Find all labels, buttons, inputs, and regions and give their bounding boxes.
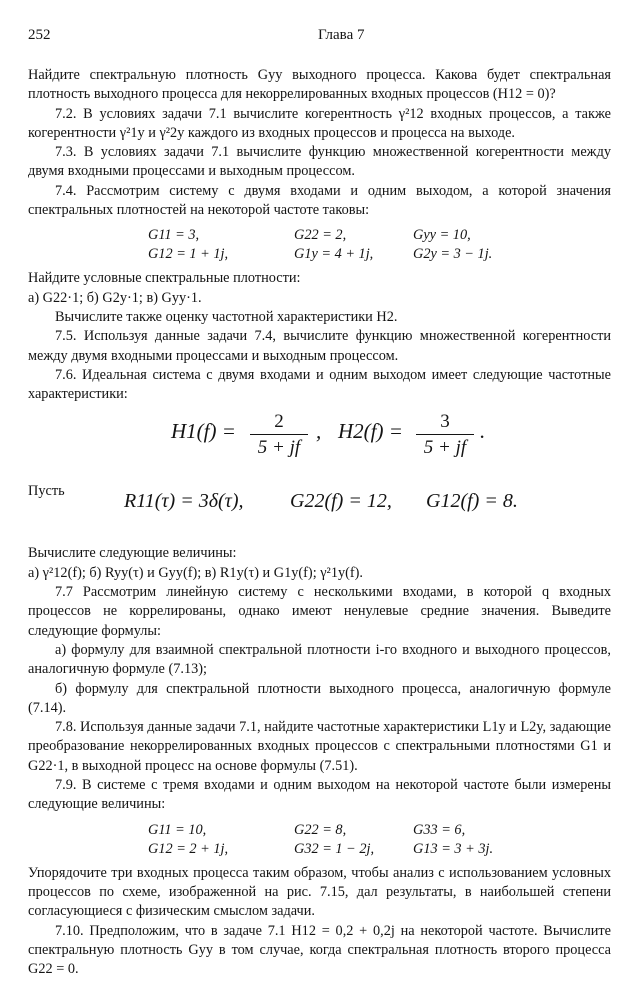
equation-block-7-6 (28, 410, 611, 476)
eq-g22-f: G22(f) = 12, (290, 490, 392, 513)
eq-h2-numerator: 3 (440, 411, 450, 433)
problem-7-6: 7.6. Идеальная система с двумя входами и одним выходом имеет следующие частотные характеристики: (28, 366, 611, 403)
eq-h2-label: H2(f) = (338, 419, 403, 444)
eq-g13: G13 = 3 + 3j. (413, 840, 494, 857)
problem-7-9: 7.9. В системе с тремя входами и одним выходом на некоторой частоте были измерены следующие величины: (28, 777, 611, 813)
eq-g2y: G2y = 3 − 1j. (413, 246, 493, 263)
problem-7-5: 7.5. Используя данные задачи 7.4, вычислите функцию множественной когерентности между двумя входными процессами и выходным процессом. (28, 328, 611, 364)
eq-h2-fraction (416, 410, 474, 461)
eq-h1-numerator: 2 (274, 411, 284, 433)
eq-g12: G12 = 1 + 1j, (148, 246, 229, 263)
problem-7-4-options: а) G22·1; б) G2y·1; в) Gyy·1. (28, 289, 202, 306)
eq-h1-label: H1(f) = (171, 419, 236, 444)
problem-7-4-find: Найдите условные спектральные плотности: (28, 270, 301, 287)
eq-g11: G11 = 3, (148, 227, 200, 244)
problem-7-6-options: а) γ²12(f); б) Ryy(τ) и Gyy(f); в) R1y(τ) и G1y(f); γ²1y(f). (28, 564, 363, 581)
eq-h1-fraction (250, 410, 308, 461)
eq-g22: G22 = 2, (294, 227, 347, 244)
eq-separator: , (316, 419, 322, 444)
eq-end: . (480, 419, 486, 444)
eq-g11-b: G11 = 10, (148, 821, 207, 838)
problem-7-8: 7.8. Используя данные задачи 7.1, найдите частотные характеристики L1y и L2y, задающие преобразование некоррелированных входных процессов с спектральными плотностями G1 и G22·1, в выходной процесс на основе формулы (7.51). (28, 719, 611, 774)
page-body (28, 66, 611, 979)
spacer (28, 522, 611, 544)
equation-block-7-4 (28, 226, 611, 265)
problem-7-4: 7.4. Рассмотрим систему с двумя входами и одним выходом, а которой значения спектральных плотностей на некоторой частоте таковы: (28, 182, 611, 219)
eq-g12-f: G12(f) = 8. (426, 490, 518, 513)
page-number: 252 (28, 27, 51, 43)
para-71-continued: Найдите спектральную плотность Gyy выходного процесса. Какова будет спектральная плотность выходного процесса для некоррелированных входных процессов (H12 = 0)? (28, 67, 611, 103)
problem-7-3: 7.3. В условиях задачи 7.1 вычислите функцию множественной когерентности между двумя входными процессами и выходным процессом. (28, 144, 611, 180)
eq-h1-denominator: 5 + jf (257, 437, 301, 459)
chapter-title: Глава 7 (318, 27, 365, 43)
equation-block-7-9 (28, 821, 611, 860)
given-row (28, 482, 611, 522)
page-header (28, 26, 611, 48)
problem-7-7-a: а) формулу для взаимной спектральной плотности i-го входного и выходного процессов, аналогичную формуле (7.13); (28, 641, 611, 678)
problem-7-6-calc: Вычислите следующие величины: (28, 545, 237, 562)
eq-g33: G33 = 6, (413, 821, 466, 838)
eq-g1y: G1y = 4 + 1j, (294, 246, 374, 263)
eq-g22-b: G22 = 8, (294, 821, 347, 838)
eq-r11: R11(τ) = 3δ(τ), (124, 490, 244, 513)
eq-g12-b: G12 = 2 + 1j, (148, 840, 229, 857)
problem-7-9-order: Упорядочите три входных процесса таким образом, чтобы анализ с использованием условных процессов по схеме, изображенной на рис. 7.15, дал результаты, в наибольшей степени согласующиеся с физическим смыслом задачи. (28, 864, 611, 920)
eq-h2-denominator: 5 + jf (423, 437, 467, 459)
given-label: Пусть (28, 483, 65, 500)
problem-7-7-b: б) формулу для спектральной плотности выходного процесса, аналогичную формуле (7.14). (28, 680, 611, 716)
eq-gyy: Gyy = 10, (413, 227, 471, 244)
eq-g32: G32 = 1 − 2j, (294, 840, 375, 857)
problem-7-2: 7.2. В условиях задачи 7.1 вычислите когерентность γ²12 входных процессов, а также когерентности γ²1y и γ²2y каждого из входных процессов и процесса на выходе. (28, 105, 611, 141)
problem-7-7: 7.7 Рассмотрим линейную систему с несколькими входами, в которой q входных процессов не коррелированы, однако имеют ненулевые средние значения. Выведите следующие формулы: (28, 584, 611, 639)
problem-7-4-also: Вычислите также оценку частотной характеристики H2. (55, 308, 398, 325)
problem-7-10: 7.10. Предположим, что в задаче 7.1 H12 = 0,2 + 0,2j на некоторой частоте. Вычислите спектральную плотность Gyy в том случае, когда спектральная плотность второго процесса G22 = 0. (28, 922, 611, 978)
